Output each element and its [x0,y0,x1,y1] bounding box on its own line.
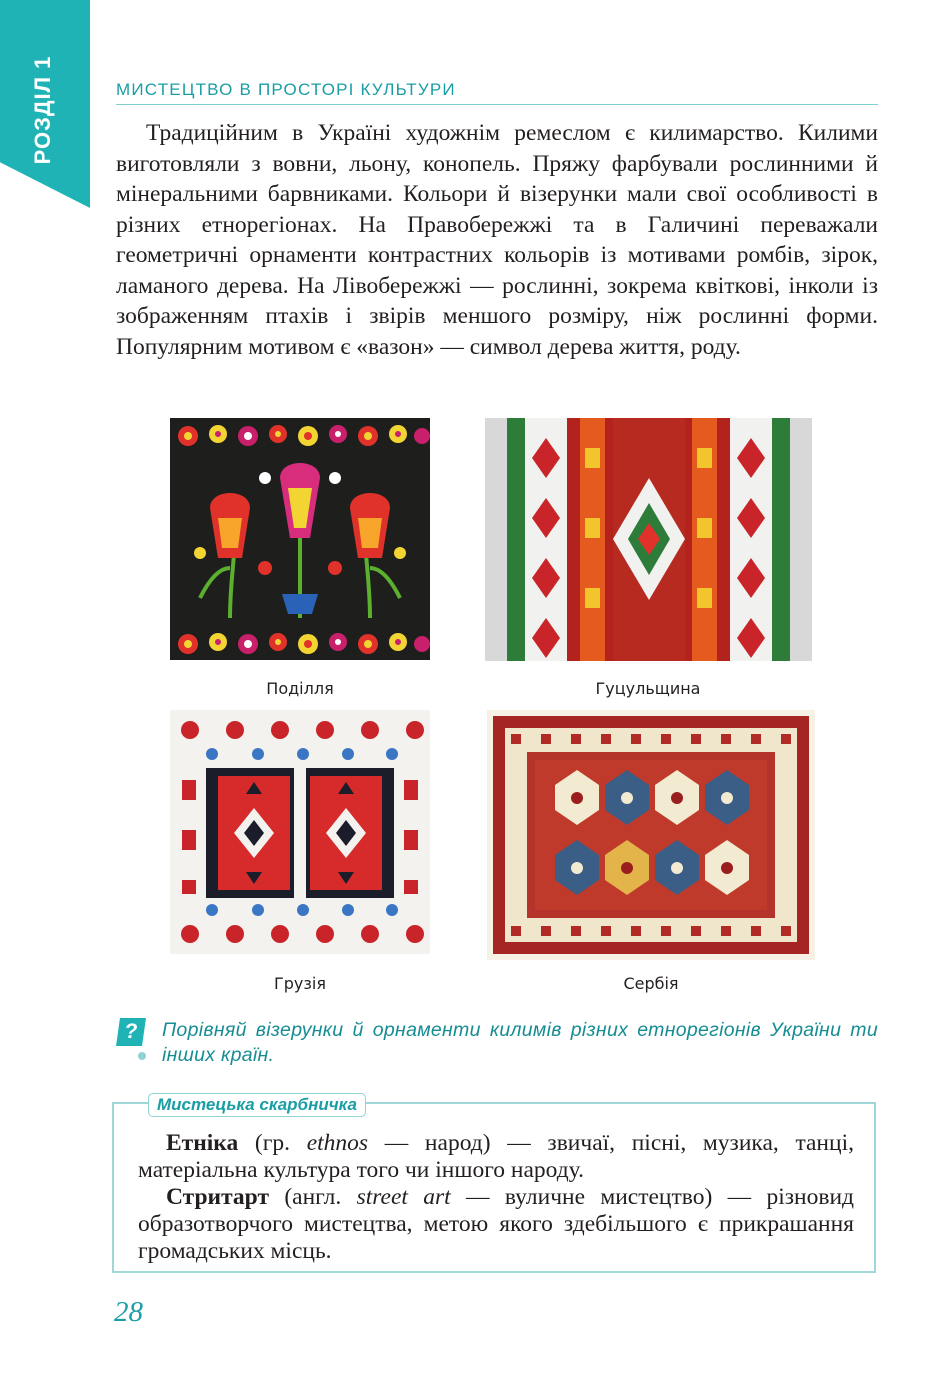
definition-ethnika-pre: (гр. [238,1130,307,1156]
question-icon: ? [116,1018,146,1046]
rug-image-hutsulshchyna [485,418,812,661]
question-text: Порівняй візерунки й орнаменти килимів різних етнорегіонів України ти інших країн. [162,1019,878,1066]
rug-image-podillia [170,418,430,660]
section-tab-label: РОЗДІЛ 1 [30,55,55,165]
caption-georgia: Грузія [274,974,326,993]
caption-serbia: Сербія [623,974,679,993]
page-number: 28 [114,1296,143,1328]
rug-image-georgia [170,710,430,954]
foreign-ethnos: ethnos [306,1130,369,1156]
question-dot-icon [138,1052,146,1060]
caption-podillia: Поділля [266,679,334,698]
definition-streetart-body: — вуличне мистецтво) — різновид образотворчого мистецтва, метою якого здебільшого є прикрашання громадських місць. [138,1184,854,1264]
definition-ethnika [138,1130,854,1184]
definition-streetart [138,1184,854,1265]
foreign-street-art: street art [356,1184,451,1210]
body-paragraph: Традиційним в Україні художнім ремеслом є килимарство. Килими виготовляли з вовни, льону, конопель. Пряжу фарбували рослинними й мінеральними барвниками. Кольори й візерунки мали свої особливості в різних етнорегіонах. На Правобережжі та в Галичині переважали геометричні орнаменти контрастних кольорів із мотивами ромбів, зірок, ламаного дерева. На Лівобережжі — рослинні, зокрема квіткові, інколи із зображенням птахів і звірів меншого розміру, ніж рослинні форми. Популярним мотивом є «вазон» — символ дерева життя, роду. [116,120,878,360]
running-header: МИСТЕЦТВО В ПРОСТОРІ КУЛЬТУРИ [116,80,878,105]
definition-streetart-pre: (англ. [269,1184,357,1210]
caption-hutsulshchyna: Гуцульщина [595,679,701,698]
definition-ethnika-body: — народ) — звичаї, пісні, музика, танці, матеріальна культура того чи іншого народу. [138,1130,854,1183]
rug-image-serbia [487,710,815,960]
treasury-text [138,1130,854,1265]
treasury-title: Мистецька скарбничка [148,1093,366,1117]
term-ethnika: Етніка [166,1130,239,1156]
term-streetart: Стритарт [166,1184,269,1210]
